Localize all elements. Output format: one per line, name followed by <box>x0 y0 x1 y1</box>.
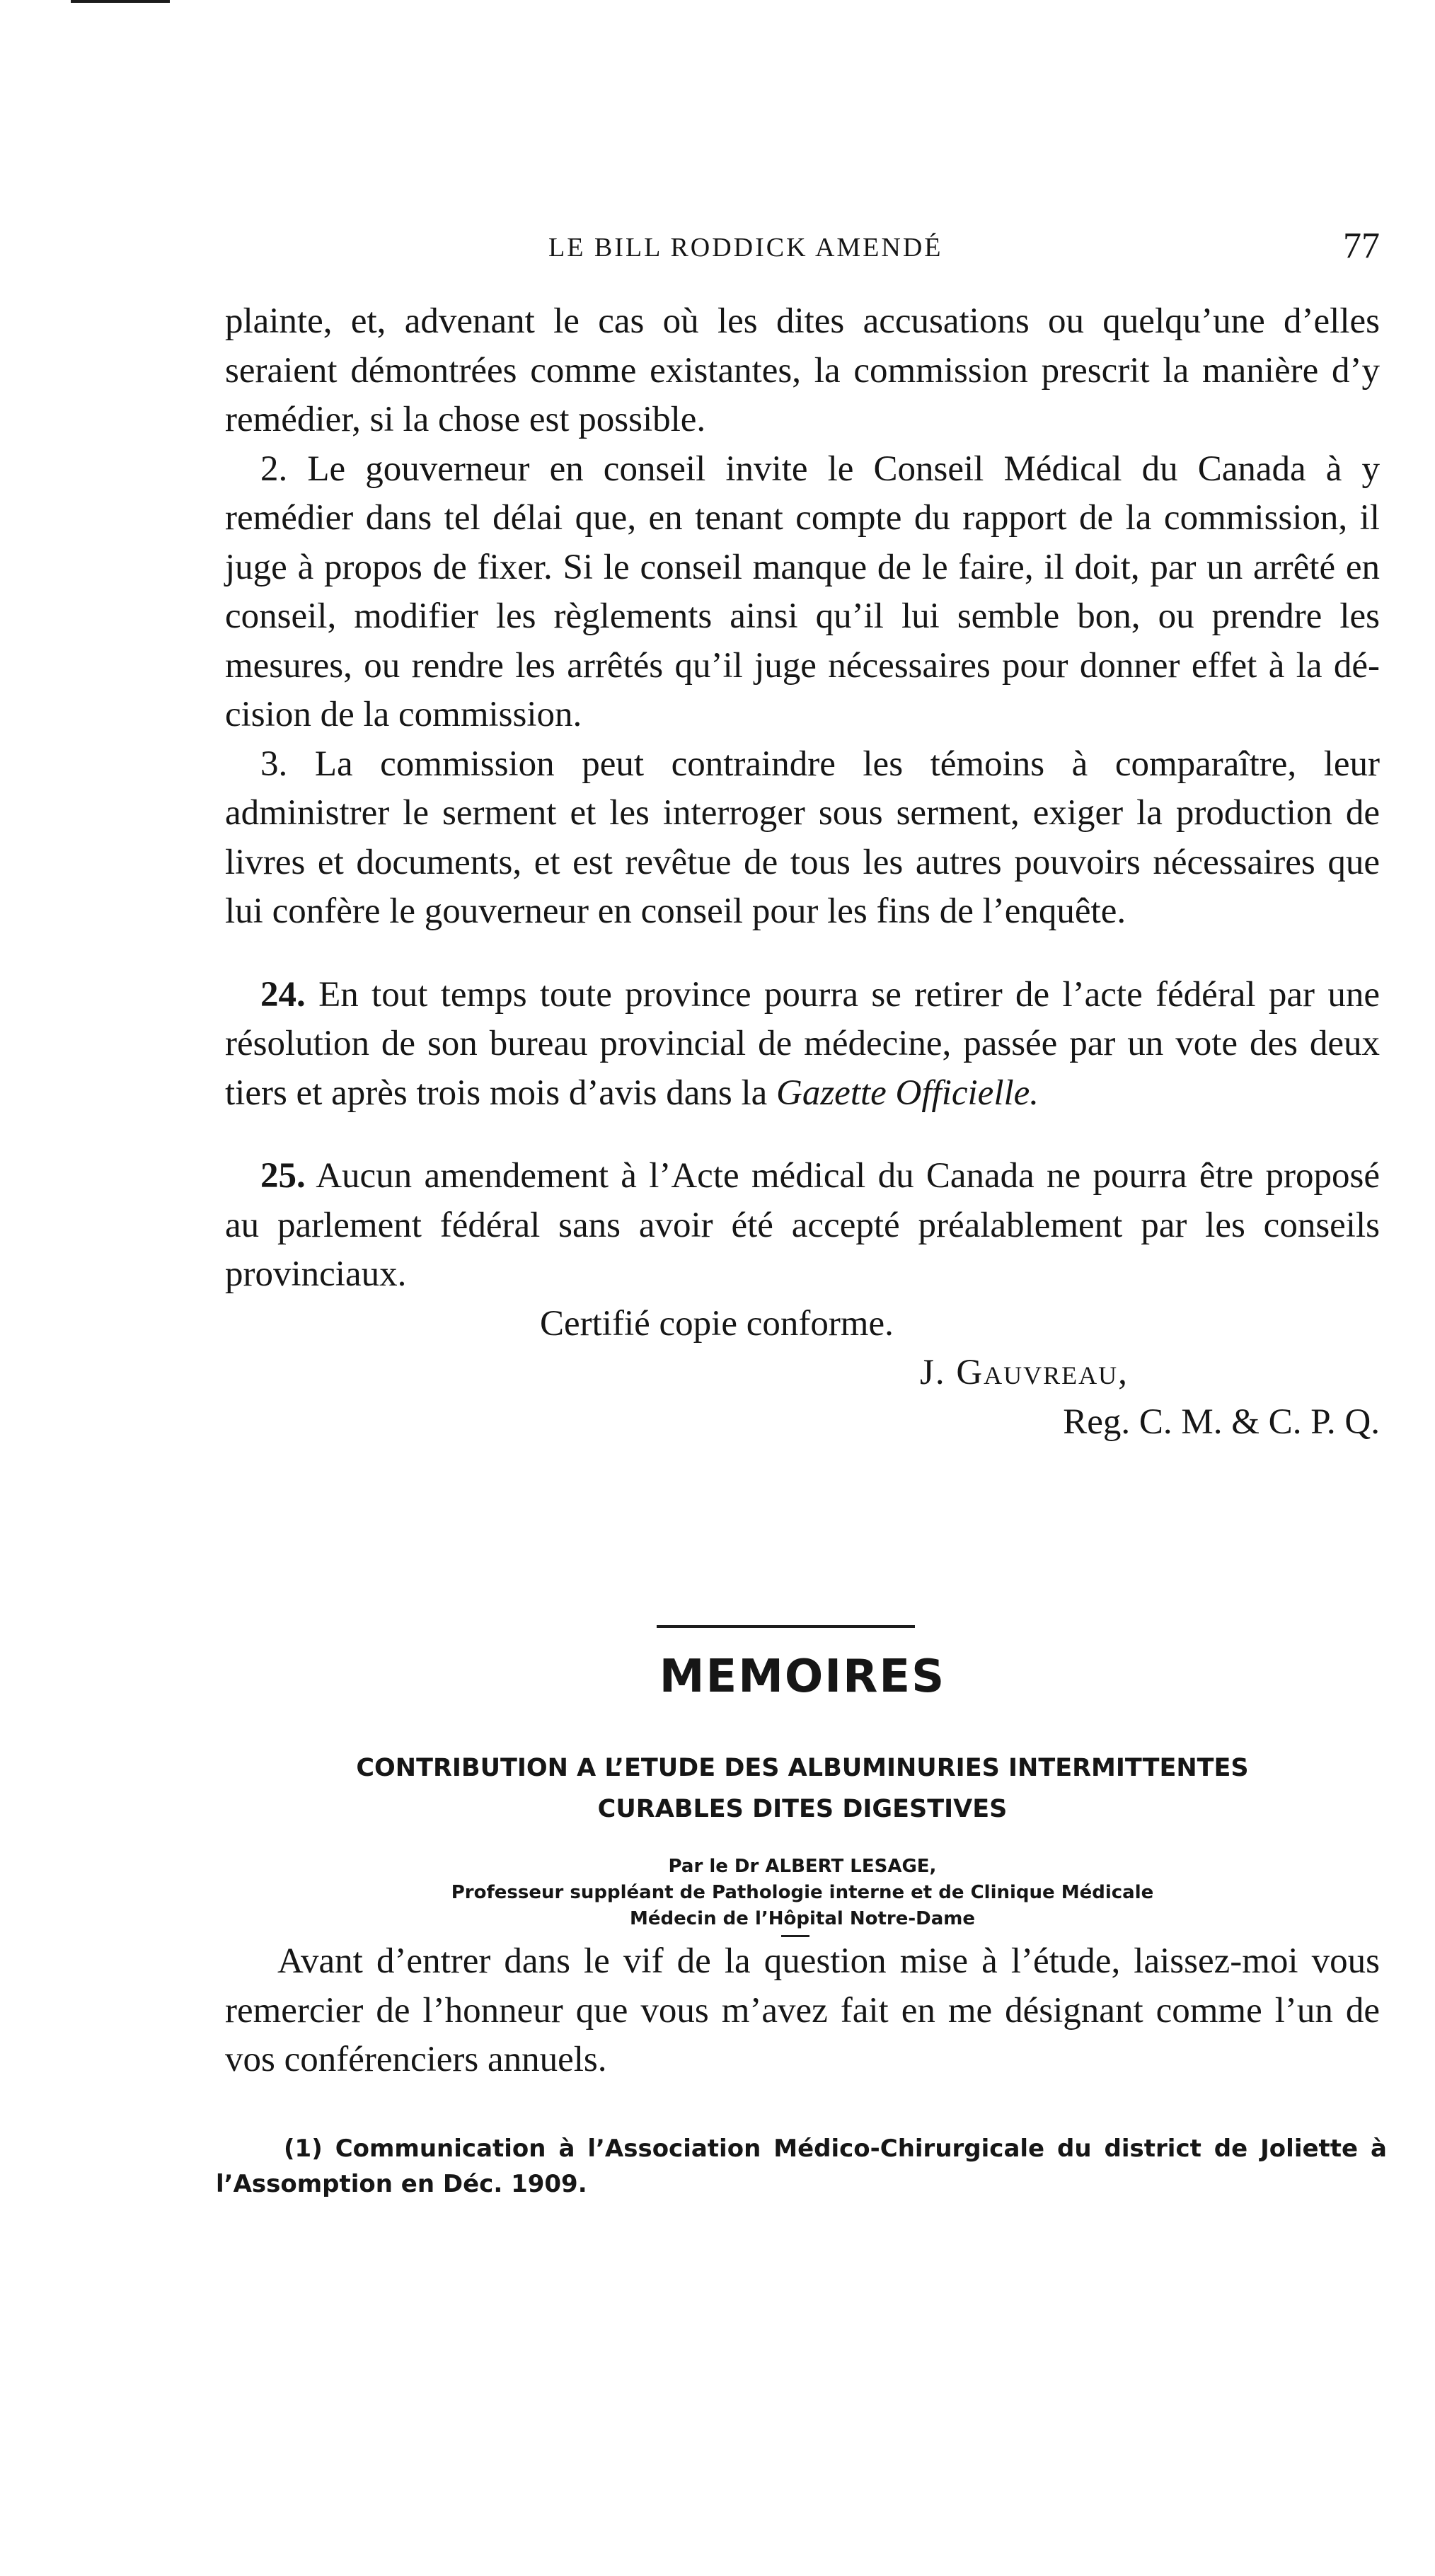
signature-name <box>225 1348 1380 1398</box>
paragraph-continuation: plainte, et, advenant le cas où les dites accusations ou quelqu’une d’elles seraient démontrées comme existantes, la commission prescrit la manière d’y remédier, si la chose est possible. <box>225 301 1380 439</box>
signature-certifie: Certifié copie conforme. <box>540 1303 894 1344</box>
byline <box>225 1854 1380 1932</box>
spacer <box>225 1118 1380 1152</box>
article-title-line-2: CURABLES DITES DIGESTIVES <box>597 1795 1008 1823</box>
article-24-text: En tout temps toute province pourra se retirer de l’acte fédéral par une résolution de son bureau provincial de médecine, passée par un vote des deux tiers et après trois mois d’avis dans la <box>225 974 1381 1113</box>
article-25-number: 25. <box>260 1156 306 1196</box>
article-title-line-1: CONTRIBUTION A L’ETUDE DES ALBUMINURIES INTERMITTENTES <box>356 1754 1249 1782</box>
gazette-officielle: Gazette Officielle. <box>776 1073 1039 1113</box>
top-edge-rule <box>71 0 170 3</box>
byline-position: Professeur suppléant de Pathologie interne et de Clinique Médicale <box>451 1882 1154 1903</box>
paragraph-clause-2: 2. Le gouverneur en conseil invite le Conseil Médical du Canada à y remédier dans tel délai que, en tenant compte du rapport de la commission, il juge à propos de fixer. Si le conseil manque de le faire, il doit, par un arrêté en conseil, modifier les règlements ainsi qu’il lui semble bon, ou prendre les mesures, ou rendre les arrêtés qu’il juge nécessaires pour donner effet à la décision de la commission. <box>225 449 1380 734</box>
article-24 <box>225 971 1380 1119</box>
footnote <box>216 2131 1387 2202</box>
signature-name-text: J. Gauvreau, <box>920 1353 1129 1392</box>
running-title: LE BILL RODDICK AMENDÉ <box>548 233 943 262</box>
byline-author: Par le Dr ALBERT LESAGE, <box>668 1856 937 1877</box>
article-title <box>225 1748 1380 1830</box>
signature-registration: Reg. C. M. & C. P. Q. <box>1063 1402 1380 1442</box>
section-divider <box>657 1625 915 1628</box>
intro-paragraph: Avant d’entrer dans le vif de la question mise à l’étude, laissez-moi vous remercier de l’honneur que vous m’avez fait en me désignant comme l’un de vos conférenciers annuels. <box>225 1941 1380 2079</box>
article-24-number: 24. <box>260 974 306 1015</box>
body-text <box>225 297 1380 1447</box>
byline-hospital: Médecin de l’Hôpital Notre-Dame <box>630 1908 975 1929</box>
spacer <box>225 937 1380 971</box>
article-intro <box>225 1937 1380 2085</box>
section-title: MEMOIRES <box>659 1651 946 1703</box>
article-25-text: Aucun amendement à l’Acte médical du Canada ne pourra être proposé au parlement fédéral sans avoir été accepté préalablement par les conseils provinciaux. <box>225 1156 1381 1294</box>
article-25 <box>225 1152 1380 1300</box>
paragraph-clause-3: 3. La commission peut contraindre les témoins à comparaître, leur administrer le serment et les interroger sous serment, exiger la production de livres et documents, et est revêtue de tous les autres pouvoirs nécessaires que lui confère le gouverneur en conseil pour les fins de l’enquête. <box>225 744 1380 931</box>
page-number: 77 <box>1343 226 1380 266</box>
footnote-text: (1) Communication à l’Association Médico-Chirurgicale du district de Joliette à l’Assomption en Déc. 1909. <box>216 2135 1387 2198</box>
running-head <box>226 225 1380 275</box>
